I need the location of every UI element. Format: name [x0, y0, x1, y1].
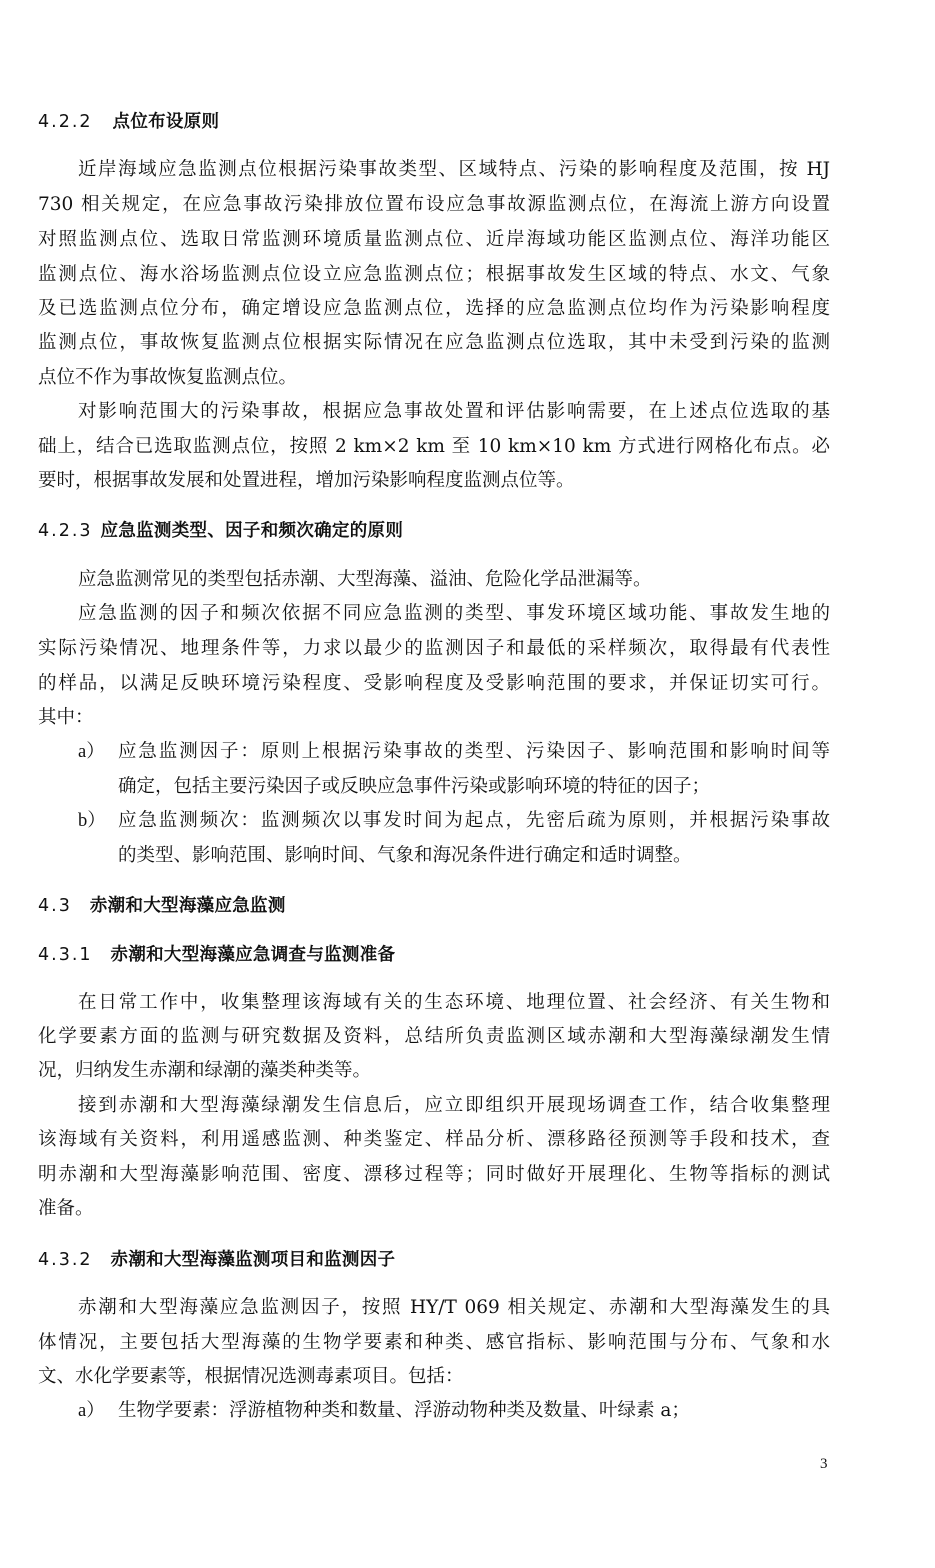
section-title: 赤潮和大型海藻监测项目和监测因子: [110, 1250, 396, 1270]
section-title: 应急监测类型、因子和频次确定的原则: [100, 521, 404, 541]
paragraph-line: 应急监测的因子和频次依据不同应急监测的类型、事发环境区域功能、事故发生地的: [78, 603, 830, 624]
paragraph-line: 监测点位、海水浴场监测点位设立应急监测点位；根据事故发生区域的特点、水文、气象: [38, 264, 830, 285]
section-number: 4.2.2: [38, 112, 93, 132]
section-number: 4.3: [38, 896, 72, 916]
list-marker: b）: [78, 811, 106, 831]
paragraph-line: 明赤潮和大型海藻影响范围、密度、漂移过程等；同时做好开展理化、生物等指标的测试: [38, 1164, 830, 1185]
paragraph-line: 实际污染情况、地理条件等，力求以最少的监测因子和最低的采样频次，取得最有代表性: [38, 638, 830, 659]
paragraph-line: 在日常工作中，收集整理该海域有关的生态环境、地理位置、社会经济、有关生物和: [78, 992, 830, 1013]
paragraph-line: 及已选监测点位分布，确定增设应急监测点位，选择的应急监测点位均作为污染影响程度: [38, 298, 830, 319]
list-item-line: 应急监测因子：原则上根据污染事故的类型、污染因子、影响范围和影响时间等: [118, 741, 830, 762]
section-heading-4-2-3: [38, 517, 403, 542]
paragraph-line: 赤潮和大型海藻应急监测因子，按照 HY/T 069 相关规定、赤潮和大型海藻发生的具: [78, 1297, 830, 1318]
section-heading-4-3-2: [38, 1246, 395, 1271]
paragraph-line: 对影响范围大的污染事故，根据应急事故处置和评估影响需要，在上述点位选取的基: [78, 401, 830, 422]
section-heading-4-3: [38, 892, 286, 917]
section-title: 点位布设原则: [112, 112, 220, 132]
list-marker: a）: [78, 742, 105, 762]
list-item-line: 的类型、影响范围、影响时间、气象和海况条件进行确定和适时调整。: [118, 845, 692, 866]
section-heading-4-3-1: [38, 941, 395, 966]
list-item-line: 应急监测频次：监测频次以事发时间为起点，先密后疏为原则，并根据污染事故: [118, 810, 830, 831]
section-number: 4.3.2: [38, 1250, 93, 1270]
paragraph-line: 其中：: [38, 707, 94, 728]
paragraph-line: 点位不作为事故恢复监测点位。: [38, 367, 298, 388]
paragraph-line: 对照监测点位、选取日常监测环境质量监测点位、近岸海域功能区监测点位、海洋功能区: [38, 229, 830, 250]
paragraph-line: 应急监测常见的类型包括赤潮、大型海藻、溢油、危险化学品泄漏等。: [78, 569, 652, 590]
paragraph-line: 体情况，主要包括大型海藻的生物学要素和种类、感官指标、影响范围与分布、气象和水: [38, 1332, 830, 1353]
page-number: 3: [820, 1456, 828, 1472]
list-marker: a）: [78, 1401, 105, 1421]
paragraph-line: 730 相关规定，在应急事故污染排放位置布设应急事故源监测点位，在海流上游方向设置: [38, 194, 830, 215]
paragraph-line: 要时，根据事故发展和处置进程，增加污染影响程度监测点位等。: [38, 470, 575, 491]
paragraph-line: 准备。: [38, 1198, 94, 1219]
list-item-line: 确定，包括主要污染因子或反映应急事件污染或影响环境的特征的因子；: [118, 776, 711, 797]
paragraph-line: 化学要素方面的监测与研究数据及资料，总结所负责监测区域赤潮和大型海藻绿潮发生情: [38, 1026, 830, 1047]
paragraph-line: 该海域有关资料，利用遥感监测、种类鉴定、样品分析、漂移路径预测等手段和技术，查: [38, 1129, 830, 1150]
paragraph-line: 文、水化学要素等，根据情况选测毒素项目。包括：: [38, 1366, 464, 1387]
paragraph-line: 监测点位，事故恢复监测点位根据实际情况在应急监测点位选取，其中未受到污染的监测: [38, 332, 830, 353]
paragraph-line: 况，归纳发生赤潮和绿潮的藻类种类等。: [38, 1060, 372, 1081]
section-number: 4.2.3: [38, 521, 93, 541]
section-title: 赤潮和大型海藻应急调查与监测准备: [110, 945, 396, 965]
paragraph-line: 接到赤潮和大型海藻绿潮发生信息后，应立即组织开展现场调查工作，结合收集整理: [78, 1095, 830, 1116]
list-item-line: 生物学要素：浮游植物种类和数量、浮游动物种类及数量、叶绿素 a；: [118, 1400, 690, 1421]
paragraph-line: 础上，结合已选取监测点位，按照 2 km×2 km 至 10 km×10 km 方式进行网格化布点。必: [38, 436, 830, 457]
paragraph-line: 近岸海域应急监测点位根据污染事故类型、区域特点、污染的影响程度及范围，按 HJ: [78, 159, 830, 180]
section-title: 赤潮和大型海藻应急监测: [89, 896, 286, 916]
section-number: 4.3.1: [38, 945, 93, 965]
section-heading-4-2-2: [38, 108, 219, 133]
paragraph-line: 的样品，以满足反映环境污染程度、受影响程度及受影响范围的要求，并保证切实可行。: [38, 673, 830, 694]
